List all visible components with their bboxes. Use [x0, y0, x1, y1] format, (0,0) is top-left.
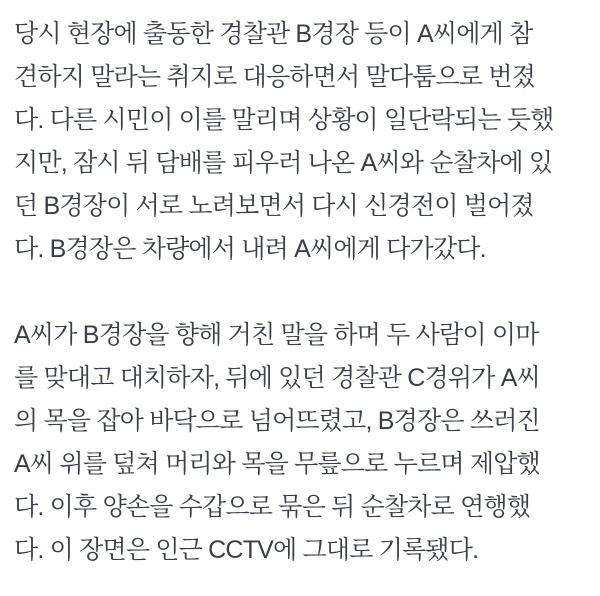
article-paragraph-2: [14, 314, 588, 572]
article-line: 당시 현장에 출동한 경찰관 B경장 등이 A씨에게 참: [14, 20, 533, 48]
article-line: 다. B경장은 차량에서 내려 A씨에게 다가갔다.: [14, 235, 486, 263]
article-line: 다. 이후 양손을 수갑으로 묶은 뒤 순찰차로 연행했: [14, 493, 531, 521]
article-line: 견하지 말라는 취지로 대응하면서 말다툼으로 번졌: [14, 63, 536, 91]
article-line: 다. 이 장면은 인근 CCTV에 그대로 기록됐다.: [14, 536, 479, 564]
article-line: A씨 위를 덮쳐 머리와 목을 무릎으로 누르며 제압했: [14, 450, 540, 478]
article-line: A씨가 B경장을 향해 거친 말을 하며 두 사람이 이마: [14, 321, 539, 349]
article-line: 다. 다른 시민이 이를 말리며 상황이 일단락되는 듯했: [14, 106, 554, 134]
article-paragraph-1: [14, 13, 588, 271]
article-line: 의 목을 잡아 바닥으로 넘어뜨렸고, B경장은 쓰러진: [14, 407, 540, 435]
article-line: 를 맞대고 대치하자, 뒤에 있던 경찰관 C경위가 A씨: [14, 364, 540, 392]
article-line: 지만, 잠시 뒤 담배를 피우러 나온 A씨와 순찰차에 있: [14, 149, 553, 177]
article-line: 던 B경장이 서로 노려보면서 다시 신경전이 벌어졌: [14, 192, 534, 220]
